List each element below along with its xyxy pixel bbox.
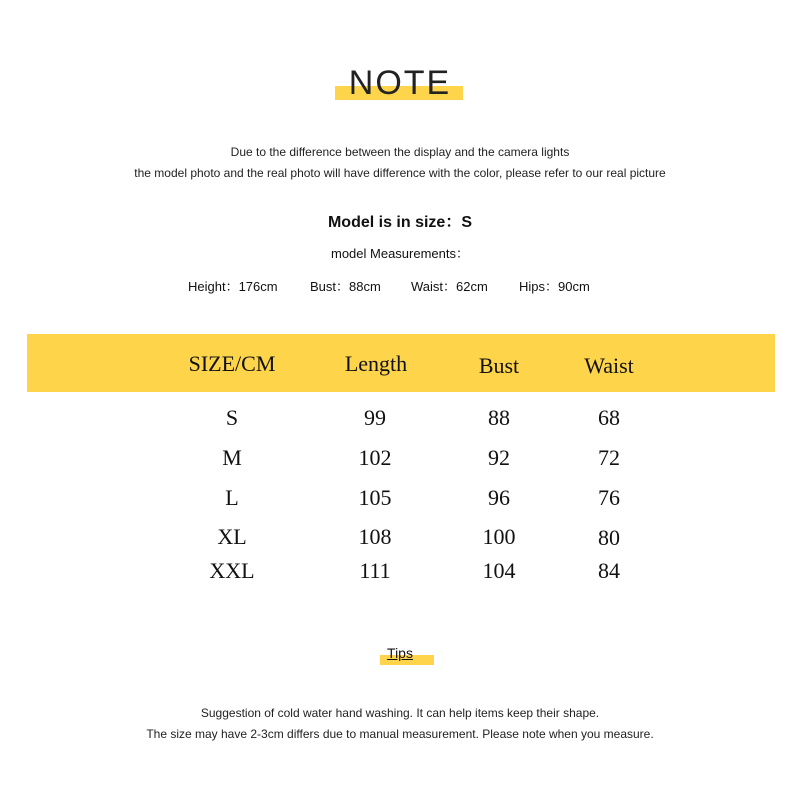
table-cell-length: 105: [358, 485, 392, 510]
table-cell-bust: 92: [488, 445, 510, 470]
table-cell-size: XXL: [209, 558, 255, 583]
model-size-text: Model is in size：S: [327, 214, 473, 231]
table-cell-waist: 80: [598, 525, 620, 550]
table-cell-bust: 96: [488, 485, 510, 510]
table-cell-bust: 104: [482, 558, 516, 583]
tips-label: Tips: [387, 645, 413, 661]
table-cell-bust: 100: [482, 524, 516, 549]
header-size: SIZE/CM: [188, 351, 276, 376]
measurement-waist: Waist：62cm: [411, 279, 488, 294]
table-cell-length: 111: [359, 558, 391, 583]
disclaimer-line-2: the model photo and the real photo will have difference with the color, please refer to our real picture: [134, 166, 666, 180]
table-cell-size: XL: [217, 524, 247, 549]
table-cell-bust: 88: [488, 405, 510, 430]
table-cell-waist: 84: [598, 558, 620, 583]
measurement-bust: Bust：88cm: [310, 279, 381, 294]
table-cell-size: M: [222, 445, 242, 470]
table-cell-length: 108: [358, 524, 392, 549]
table-cell-waist: 68: [598, 405, 620, 430]
table-cell-waist: 72: [598, 445, 620, 470]
table-cell-waist: 76: [598, 485, 620, 510]
header-bust: Bust: [478, 353, 520, 378]
measurement-height: Height：176cm: [188, 279, 278, 294]
note-title: NOTE: [348, 64, 452, 102]
table-cell-size: S: [225, 405, 239, 430]
disclaimer-line-1: Due to the difference between the display and the camera lights: [230, 145, 570, 159]
table-cell-length: 102: [358, 445, 392, 470]
tip-line-1: Suggestion of cold water hand washing. It can help items keep their shape.: [200, 706, 600, 720]
header-waist: Waist: [584, 353, 634, 378]
measurement-hips: Hips：90cm: [519, 279, 590, 294]
header-length: Length: [344, 351, 408, 376]
tip-line-2: The size may have 2-3cm differs due to manual measurement. Please note when you measure.: [146, 727, 654, 741]
model-measurements-title: model Measurements：: [331, 246, 469, 261]
table-cell-size: L: [225, 485, 239, 510]
table-cell-length: 99: [364, 405, 386, 430]
